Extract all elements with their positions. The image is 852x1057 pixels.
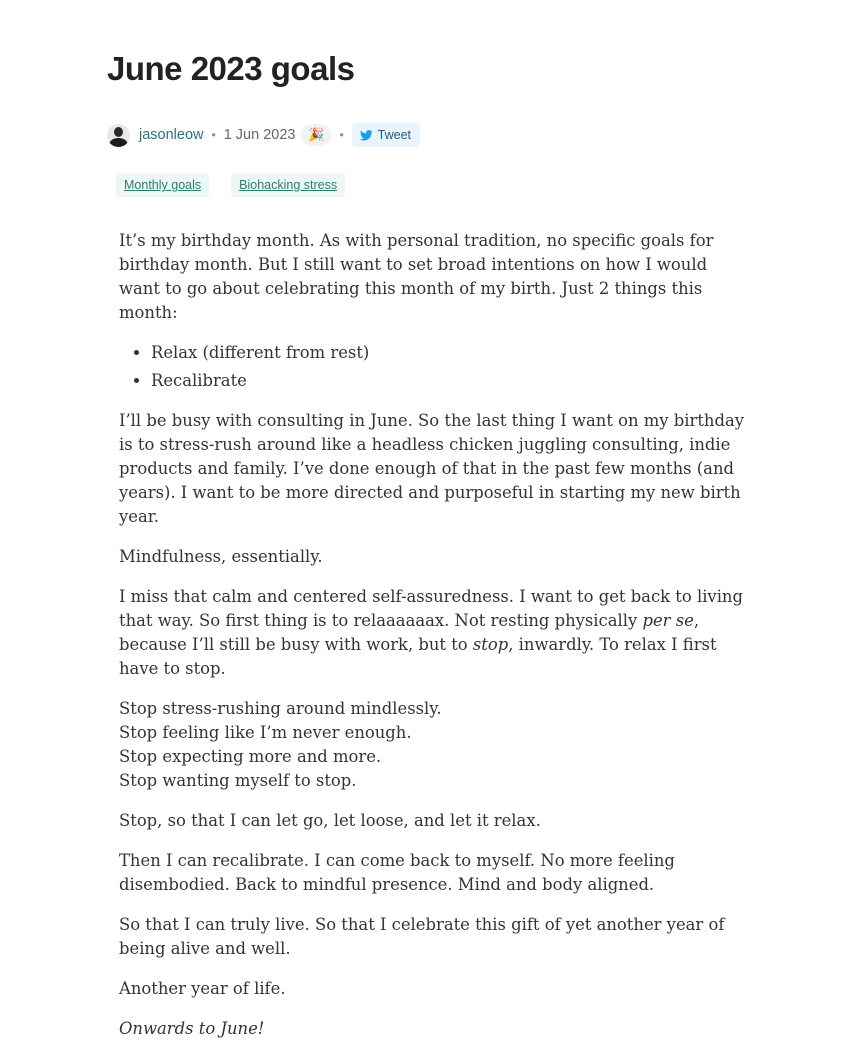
body-paragraph: Stop, so that I can let go, let loose, and let it relax. xyxy=(119,811,541,830)
avatar-shoulders-shape xyxy=(109,138,128,147)
stop-line: Stop expecting more and more. xyxy=(119,747,382,766)
post-title: June 2023 goals xyxy=(107,50,355,87)
tweet-label: Tweet xyxy=(377,128,412,142)
stop-line: Stop feeling like I’m never enough. xyxy=(119,723,412,742)
body-paragraph: I’ll be busy with consulting in June. So the last thing I want on my birthday is to stress-rush around like a headless chicken juggling consulting, indie products and family. I’ve done enough of that in the past few months (and years). I want to be more directed and purposeful in starting my new birth year. xyxy=(119,411,744,526)
post-body xyxy=(119,229,749,1057)
emphasis-text: per se xyxy=(642,611,694,630)
paragraph-text: , because I’ll still be busy with work, but to xyxy=(119,611,700,654)
meta-separator: • xyxy=(339,128,344,142)
twitter-bird-icon xyxy=(360,130,373,141)
author-link[interactable]: jasonleow xyxy=(139,127,204,143)
tweet-button[interactable] xyxy=(352,123,420,147)
celebration-emoji-button[interactable] xyxy=(301,124,331,146)
list-item: • Recalibrate xyxy=(151,369,749,393)
closing-paragraph xyxy=(119,1017,749,1041)
tag-list xyxy=(116,173,367,197)
avatar-head-shape xyxy=(114,127,123,137)
emphasis-text: stop xyxy=(472,635,509,654)
stop-line: Stop stress-rushing around mindlessly. xyxy=(119,699,442,718)
author-avatar[interactable] xyxy=(107,124,130,147)
body-paragraph: Mindfulness, essentially. xyxy=(119,547,323,566)
body-paragraph: Then I can recalibrate. I can come back to myself. No more feeling disembodied. Back to mindful presence. Mind and body aligned. xyxy=(119,851,675,894)
body-paragraph: So that I can truly live. So that I celebrate this gift of yet another year of being alive and well. xyxy=(119,915,725,958)
body-paragraph: Another year of life. xyxy=(119,979,286,998)
paragraph-text: I miss that calm and centered self-assuredness. I want to get back to living that way. So first thing is to relaaaaaax. Not resting physically xyxy=(119,587,743,630)
tag-monthly-goals[interactable]: Monthly goals xyxy=(116,173,209,197)
tag-biohacking-stress[interactable]: Biohacking stress xyxy=(231,173,345,197)
closing-text: Onwards to June! xyxy=(119,1019,265,1038)
party-popper-icon: 🎉 xyxy=(308,127,325,142)
meta-separator: • xyxy=(211,128,216,142)
post-meta xyxy=(107,122,420,148)
stop-lines-paragraph xyxy=(119,697,749,793)
body-paragraph xyxy=(119,585,749,681)
list-item: • Relax (different from rest) xyxy=(151,341,749,365)
post-date: 1 Jun 2023 xyxy=(223,127,296,143)
stop-line: Stop wanting myself to stop. xyxy=(119,771,357,790)
paragraph-text: , inwardly. To relax I first have to stop. xyxy=(119,635,717,678)
intro-paragraph: It’s my birthday month. As with personal tradition, no specific goals for birthday month. But I still want to set broad intentions on how I would want to go about celebrating this month of my birth. Just 2 things this month: xyxy=(119,231,714,322)
intentions-list xyxy=(119,341,749,393)
